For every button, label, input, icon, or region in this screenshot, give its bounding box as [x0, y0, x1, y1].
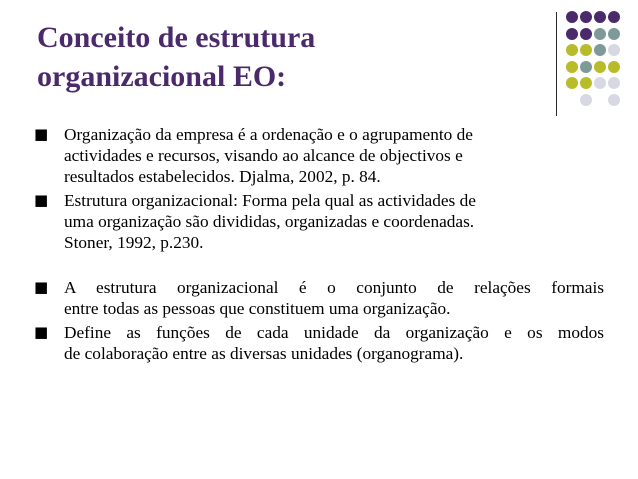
bullet-2-line-1: Estrutura organizacional: Forma pela qual as actividades de	[64, 191, 476, 210]
bullet-item-2	[34, 190, 604, 253]
decorative-dot	[580, 28, 592, 40]
decorative-dot	[594, 28, 606, 40]
decorative-dot	[608, 94, 620, 106]
decorative-divider	[556, 12, 557, 116]
bullet-square-icon: ■	[34, 278, 49, 296]
decorative-dot	[580, 94, 592, 106]
decorative-dot	[580, 61, 592, 73]
slide-title	[37, 18, 517, 96]
decorative-dot	[566, 11, 578, 23]
decorative-dot	[594, 11, 606, 23]
bullet-1-line-1: Organização da empresa é a ordenação e o agrupamento de	[64, 125, 473, 144]
bullet-4-line-2: de colaboração entre as diversas unidades (organograma).	[64, 344, 464, 363]
decorative-dot	[580, 77, 592, 89]
bullet-2-line-2: uma organização são divididas, organizadas e coordenadas.	[64, 212, 475, 231]
bullet-square-icon: ■	[34, 191, 49, 209]
bullet-item-4	[34, 322, 604, 364]
decorative-dot-grid	[566, 11, 636, 111]
decorative-dot	[580, 11, 592, 23]
decorative-dot	[608, 11, 620, 23]
decorative-dot	[566, 61, 578, 73]
bullet-1-line-2: actividades e recursos, visando ao alcance de objectivos e	[64, 146, 463, 165]
bullet-square-icon: ■	[34, 125, 49, 143]
bullet-list	[34, 124, 604, 367]
bullet-item-1	[34, 124, 604, 187]
decorative-dot	[594, 77, 606, 89]
decorative-dot	[608, 44, 620, 56]
decorative-dot	[594, 61, 606, 73]
decorative-dot	[580, 44, 592, 56]
decorative-dot	[608, 61, 620, 73]
bullet-1-line-3: resultados estabelecidos. Djalma, 2002, p. 84.	[64, 167, 381, 186]
decorative-dot	[566, 44, 578, 56]
decorative-dot	[566, 28, 578, 40]
bullet-2-line-3: Stoner, 1992, p.230.	[64, 233, 204, 252]
bullet-3-line-2: entre todas as pessoas que constituem uma organização.	[64, 299, 451, 318]
decorative-dot	[608, 28, 620, 40]
bullet-3-line-1: A estrutura organizacional é o conjunto de relações formais	[64, 278, 604, 297]
slide-title-line-1: Conceito de estrutura	[37, 21, 316, 54]
bullet-square-icon: ■	[34, 323, 49, 341]
decorative-dot	[594, 44, 606, 56]
slide-title-line-2: organizacional EO:	[37, 60, 287, 93]
decorative-dot	[566, 77, 578, 89]
bullet-4-line-1: Define as funções de cada unidade da organização e os modos	[64, 323, 604, 342]
decorative-dot	[608, 77, 620, 89]
bullet-item-3	[34, 277, 604, 319]
